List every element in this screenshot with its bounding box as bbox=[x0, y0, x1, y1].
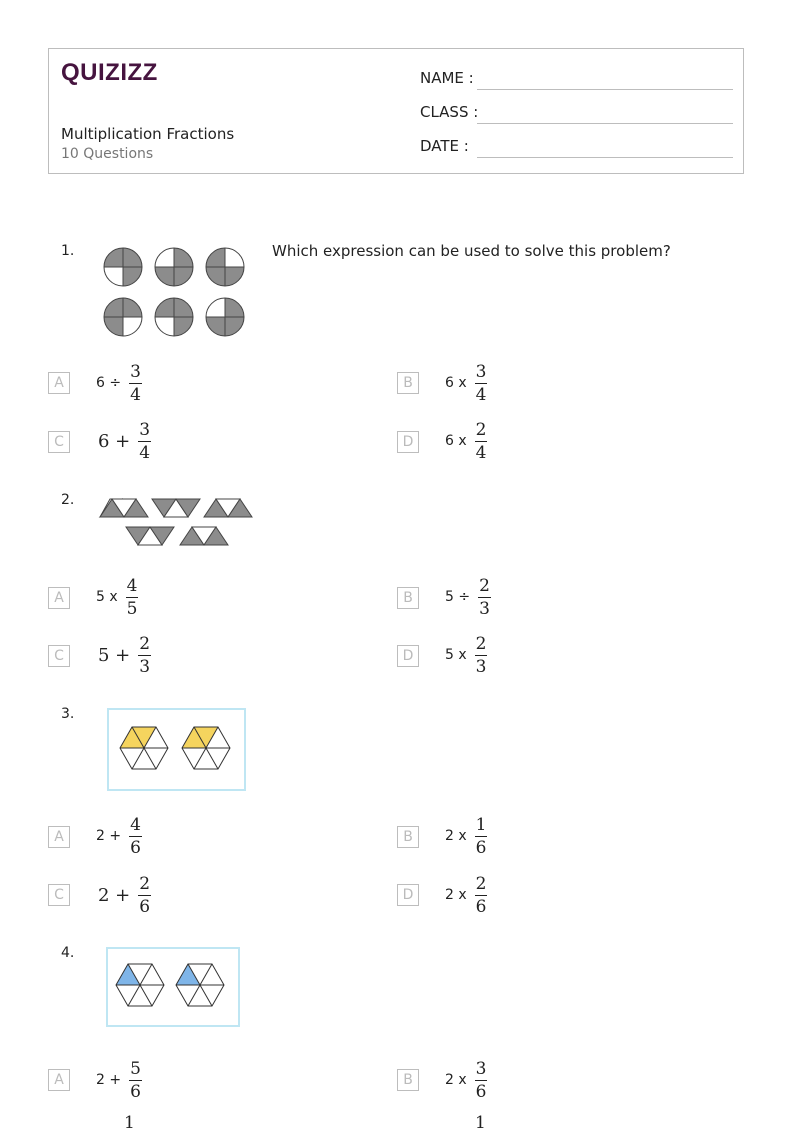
class-label: CLASS : bbox=[420, 103, 479, 121]
triangles-figure bbox=[98, 495, 254, 551]
quarter-circle bbox=[206, 298, 244, 336]
worksheet-header bbox=[48, 48, 744, 174]
answer-option[interactable] bbox=[98, 416, 151, 466]
numerator: 4 bbox=[126, 575, 138, 596]
denominator: 4 bbox=[139, 442, 151, 463]
option-letter[interactable]: D bbox=[397, 645, 419, 667]
fraction bbox=[126, 576, 139, 619]
denominator: 6 bbox=[130, 837, 141, 858]
option-letter[interactable]: A bbox=[48, 372, 70, 394]
numerator: 1 bbox=[124, 1113, 135, 1133]
fraction bbox=[138, 420, 151, 463]
quarter-circle bbox=[104, 298, 142, 336]
answer-option[interactable] bbox=[445, 416, 487, 466]
denominator: 3 bbox=[139, 656, 151, 677]
answer-option[interactable] bbox=[98, 870, 151, 920]
answer-option[interactable] bbox=[445, 358, 487, 408]
answer-lead: 2 x bbox=[445, 1072, 467, 1088]
question-number: 2. bbox=[61, 492, 75, 508]
quarter-circle bbox=[155, 298, 193, 336]
question-text: Which expression can be used to solve this problem? bbox=[272, 242, 671, 260]
numerator: 1 bbox=[475, 814, 487, 835]
numerator: 1 bbox=[475, 1113, 486, 1133]
fraction bbox=[129, 362, 142, 405]
denominator: 5 bbox=[126, 598, 138, 619]
answer-lead: 6 + bbox=[98, 430, 131, 452]
answer-option[interactable] bbox=[96, 358, 142, 408]
denominator: 4 bbox=[475, 442, 487, 463]
answer-lead: 6 x bbox=[445, 375, 467, 391]
answer-lead: 5 + bbox=[98, 644, 131, 666]
answer-lead: 5 ÷ bbox=[445, 589, 471, 605]
worksheet-title: Multiplication Fractions bbox=[61, 125, 235, 143]
quarter-circles-figure bbox=[98, 242, 252, 342]
blue-hexagons-figure bbox=[108, 957, 238, 1017]
answer-option[interactable] bbox=[445, 1055, 487, 1105]
triangle-group bbox=[204, 499, 252, 517]
option-letter[interactable]: C bbox=[48, 884, 70, 906]
fraction bbox=[475, 874, 488, 917]
option-letter[interactable]: B bbox=[397, 372, 419, 394]
denominator: 6 bbox=[475, 1081, 487, 1102]
numerator: 3 bbox=[139, 419, 151, 440]
numerator: 2 bbox=[475, 633, 487, 654]
denominator: 4 bbox=[130, 384, 141, 405]
denominator: 6 bbox=[130, 1081, 141, 1102]
numerator: 2 bbox=[139, 633, 151, 654]
option-letter[interactable]: B bbox=[397, 826, 419, 848]
denominator: 6 bbox=[475, 896, 487, 917]
question-number: 1. bbox=[61, 243, 75, 259]
hexagon bbox=[116, 964, 164, 1006]
option-letter[interactable]: A bbox=[48, 587, 70, 609]
fraction bbox=[475, 362, 488, 405]
answer-option[interactable] bbox=[96, 572, 138, 622]
numerator: 2 bbox=[475, 419, 487, 440]
answer-lead: 2 x bbox=[445, 887, 467, 903]
answer-lead: 6 ÷ bbox=[96, 375, 122, 391]
answer-option[interactable] bbox=[445, 630, 487, 680]
triangle-group bbox=[152, 499, 200, 517]
fraction bbox=[129, 1059, 142, 1102]
option-letter[interactable]: D bbox=[397, 431, 419, 453]
answer-option[interactable] bbox=[445, 811, 487, 861]
answer-lead: 2 + bbox=[96, 1072, 122, 1088]
numerator: 3 bbox=[475, 1058, 487, 1079]
question-count: 10 Questions bbox=[61, 146, 154, 162]
answer-lead: 2 + bbox=[96, 828, 122, 844]
triangle-group bbox=[126, 527, 174, 545]
answer-option[interactable] bbox=[445, 572, 491, 622]
denominator: 3 bbox=[479, 598, 490, 619]
fraction bbox=[478, 576, 491, 619]
numerator: 2 bbox=[139, 873, 151, 894]
question-number: 4. bbox=[61, 945, 75, 961]
fraction bbox=[475, 1059, 488, 1102]
option-letter[interactable]: D bbox=[397, 884, 419, 906]
answer-option[interactable] bbox=[98, 630, 151, 680]
option-letter[interactable]: B bbox=[397, 1069, 419, 1091]
fraction bbox=[129, 815, 142, 858]
triangle-group bbox=[100, 499, 148, 517]
numerator: 4 bbox=[130, 814, 141, 835]
answer-lead: 2 x bbox=[445, 828, 467, 844]
quarter-circle bbox=[155, 248, 193, 286]
answer-lead: 5 x bbox=[445, 647, 467, 663]
date-field[interactable] bbox=[477, 157, 733, 158]
answer-lead: 6 x bbox=[445, 433, 467, 449]
numerator: 5 bbox=[130, 1058, 141, 1079]
denominator: 4 bbox=[475, 384, 487, 405]
fraction bbox=[475, 634, 488, 677]
date-label: DATE : bbox=[420, 137, 469, 155]
hexagon bbox=[182, 727, 230, 769]
numerator: 2 bbox=[479, 575, 490, 596]
quarter-circle bbox=[104, 248, 142, 286]
numerator: 3 bbox=[475, 361, 487, 382]
quarter-circle bbox=[206, 248, 244, 286]
fraction bbox=[475, 420, 488, 463]
name-field[interactable] bbox=[477, 89, 733, 90]
answer-option[interactable] bbox=[96, 811, 142, 861]
fraction bbox=[138, 874, 151, 917]
option-letter[interactable]: C bbox=[48, 431, 70, 453]
denominator: 3 bbox=[475, 656, 487, 677]
triangle-group bbox=[180, 527, 228, 545]
answer-lead: 5 x bbox=[96, 589, 118, 605]
name-label: NAME : bbox=[420, 69, 474, 87]
denominator: 6 bbox=[139, 896, 151, 917]
option-letter[interactable]: B bbox=[397, 587, 419, 609]
denominator: 6 bbox=[475, 837, 487, 858]
yellow-hexagons-figure bbox=[110, 718, 240, 778]
numerator: 3 bbox=[130, 361, 141, 382]
question-number: 3. bbox=[61, 706, 75, 722]
option-letter[interactable]: C bbox=[48, 645, 70, 667]
fraction bbox=[138, 634, 151, 677]
quizizz-logo: QUIZIZZ bbox=[61, 59, 158, 86]
class-field[interactable] bbox=[477, 123, 733, 124]
answer-option[interactable] bbox=[445, 870, 487, 920]
answer-lead: 2 + bbox=[98, 884, 131, 906]
option-letter[interactable]: A bbox=[48, 826, 70, 848]
hexagon bbox=[176, 964, 224, 1006]
numerator: 2 bbox=[475, 873, 487, 894]
fraction bbox=[475, 815, 488, 858]
hexagon bbox=[120, 727, 168, 769]
answer-option[interactable] bbox=[96, 1055, 142, 1105]
option-letter[interactable]: A bbox=[48, 1069, 70, 1091]
